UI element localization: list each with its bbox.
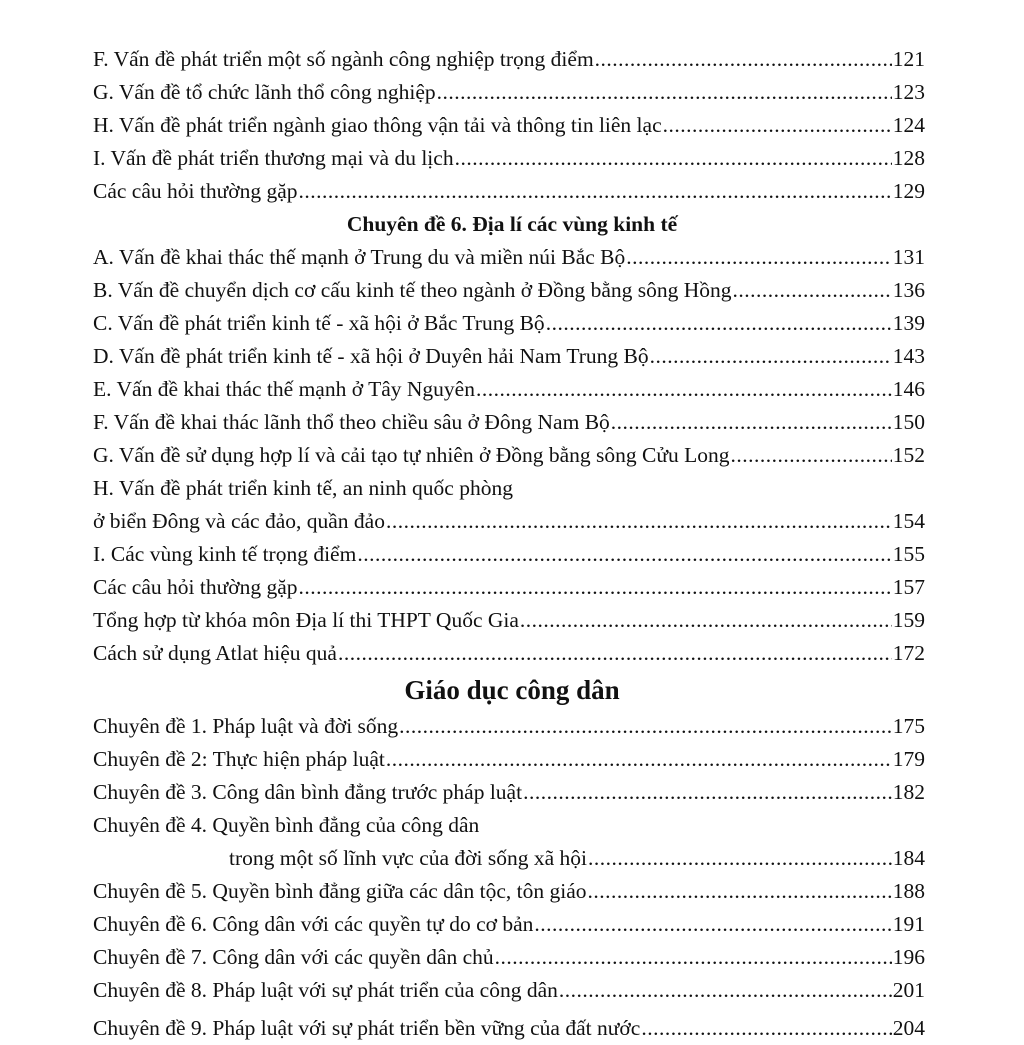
dot-leader xyxy=(338,637,892,670)
toc-entry-page: 201 xyxy=(892,978,925,1002)
toc-entry-page: 184 xyxy=(892,846,925,870)
toc-entry[interactable] xyxy=(93,241,925,274)
toc-entry-title: Chuyên đề 9. Pháp luật với sự phát triển bền vững của đất nước xyxy=(93,1016,641,1040)
toc-entry[interactable] xyxy=(93,373,925,406)
dot-leader xyxy=(731,439,892,472)
toc-entry-page: 196 xyxy=(892,945,925,969)
dot-leader xyxy=(650,340,892,373)
toc-entry-page: 152 xyxy=(892,443,925,467)
dot-leader xyxy=(587,875,891,908)
toc-entry[interactable] xyxy=(93,406,925,439)
toc-entry-title: Chuyên đề 3. Công dân bình đẳng trước pháp luật xyxy=(93,780,523,804)
dot-leader xyxy=(399,710,892,743)
toc-entry-page: 150 xyxy=(892,410,925,434)
toc-entry[interactable] xyxy=(93,439,925,472)
toc-entry-page: 204 xyxy=(892,1016,925,1040)
toc-entry-page: 129 xyxy=(892,179,925,203)
toc-entry[interactable] xyxy=(93,274,925,307)
toc-entry[interactable] xyxy=(93,875,925,908)
toc-entry-page: 128 xyxy=(892,146,925,170)
toc-entry-page: 146 xyxy=(892,377,925,401)
toc-entry-title: C. Vấn đề phát triển kinh tế - xã hội ở Bắc Trung Bộ xyxy=(93,311,545,335)
toc-entry[interactable] xyxy=(93,142,925,175)
toc-entry-page: 188 xyxy=(892,879,925,903)
toc-entry[interactable] xyxy=(93,776,925,809)
dot-leader xyxy=(299,175,892,208)
toc-entry-title: Các câu hỏi thường gặp xyxy=(93,575,298,599)
toc-entry-title: F. Vấn đề phát triển một số ngành công nghiệp trọng điểm xyxy=(93,47,594,71)
toc-entry-title: Chuyên đề 4. Quyền bình đẳng của công dân xyxy=(93,813,480,837)
toc-entry[interactable] xyxy=(93,538,925,571)
toc-entry[interactable] xyxy=(93,743,925,776)
toc-entry-title: B. Vấn đề chuyển dịch cơ cấu kinh tế theo ngành ở Đồng bằng sông Hồng xyxy=(93,278,732,302)
toc-entry[interactable] xyxy=(93,175,925,208)
toc-entry-page: 155 xyxy=(892,542,925,566)
subject-heading: Giáo dục công dân xyxy=(404,675,620,705)
dot-leader xyxy=(455,142,892,175)
toc-entry-wrapped-first-line[interactable] xyxy=(93,809,925,842)
toc-entry-page: 175 xyxy=(892,714,925,738)
toc-entry-page: 154 xyxy=(892,509,925,533)
dot-leader xyxy=(733,274,892,307)
dot-leader xyxy=(641,1012,891,1045)
toc-entry-title: G. Vấn đề sử dụng hợp lí và cải tạo tự nhiên ở Đồng bằng sông Cửu Long xyxy=(93,443,730,467)
toc-entry-title: Cách sử dụng Atlat hiệu quả xyxy=(93,641,337,665)
dot-leader xyxy=(495,941,892,974)
toc-entry-page: 131 xyxy=(892,245,925,269)
toc-entry-page: 143 xyxy=(892,344,925,368)
toc-entry-page: 121 xyxy=(892,47,925,71)
toc-entry-wrapped-first-line[interactable] xyxy=(93,472,925,505)
toc-entry-title: Chuyên đề 6. Công dân với các quyền tự do cơ bản xyxy=(93,912,534,936)
toc-entry[interactable] xyxy=(93,908,925,941)
dot-leader xyxy=(559,974,892,1007)
toc-entry-page: 124 xyxy=(892,113,925,137)
toc-entry-page: 172 xyxy=(892,641,925,665)
toc-entry-title: Chuyên đề 5. Quyền bình đẳng giữa các dân tộc, tôn giáo xyxy=(93,879,587,903)
dot-leader xyxy=(299,571,892,604)
toc-entry-page: 182 xyxy=(892,780,925,804)
dot-leader xyxy=(611,406,892,439)
toc-entry[interactable] xyxy=(93,941,925,974)
toc-entry-title: Các câu hỏi thường gặp xyxy=(93,179,298,203)
toc-entry[interactable] xyxy=(93,604,925,637)
toc-entry[interactable] xyxy=(93,710,925,743)
toc-entry-title: D. Vấn đề phát triển kinh tế - xã hội ở Duyên hải Nam Trung Bộ xyxy=(93,344,649,368)
dot-leader xyxy=(520,604,892,637)
table-of-contents-page xyxy=(93,43,925,1007)
toc-entry-page: 159 xyxy=(892,608,925,632)
dot-leader xyxy=(523,776,892,809)
dot-leader xyxy=(437,76,892,109)
toc-entry[interactable] xyxy=(93,571,925,604)
toc-entry-title: E. Vấn đề khai thác thế mạnh ở Tây Nguyên xyxy=(93,377,475,401)
dot-leader xyxy=(476,373,892,406)
toc-entry[interactable] xyxy=(93,842,925,875)
toc-entry[interactable] xyxy=(93,307,925,340)
toc-entry-page: 191 xyxy=(892,912,925,936)
toc-entry[interactable] xyxy=(93,109,925,142)
toc-entry-title: H. Vấn đề phát triển kinh tế, an ninh quốc phòng xyxy=(93,476,513,500)
dot-leader xyxy=(663,109,892,142)
toc-entry-title-continued: trong một số lĩnh vực của đời sống xã hội xyxy=(229,846,588,870)
dot-leader xyxy=(595,43,892,76)
toc-entry-title: Chuyên đề 7. Công dân với các quyền dân chủ xyxy=(93,945,494,969)
dot-leader xyxy=(357,538,891,571)
toc-entry-title: I. Các vùng kinh tế trọng điểm xyxy=(93,542,357,566)
toc-entry-title: Tổng hợp từ khóa môn Địa lí thi THPT Quốc Gia xyxy=(93,608,519,632)
dot-leader xyxy=(534,908,891,941)
toc-entry-page: 136 xyxy=(892,278,925,302)
toc-entry-title: G. Vấn đề tổ chức lãnh thổ công nghiệp xyxy=(93,80,436,104)
toc-entry-title: H. Vấn đề phát triển ngành giao thông vận tải và thông tin liên lạc xyxy=(93,113,662,137)
toc-group-section6 xyxy=(93,241,925,670)
section-heading: Chuyên đề 6. Địa lí các vùng kinh tế xyxy=(346,212,678,236)
toc-entry-title: Chuyên đề 8. Pháp luật với sự phát triển của công dân xyxy=(93,978,558,1002)
toc-entry-title: F. Vấn đề khai thác lãnh thổ theo chiều sâu ở Đông Nam Bộ xyxy=(93,410,610,434)
toc-entry-title: Chuyên đề 1. Pháp luật và đời sống xyxy=(93,714,399,738)
dot-leader xyxy=(626,241,891,274)
toc-entry[interactable] xyxy=(93,43,925,76)
toc-entry-page: 123 xyxy=(892,80,925,104)
toc-entry-title-continued: ở biển Đông và các đảo, quần đảo xyxy=(93,509,385,533)
toc-entry-cut-off[interactable] xyxy=(93,1012,925,1045)
toc-entry-page: 157 xyxy=(892,575,925,599)
toc-entry[interactable] xyxy=(93,76,925,109)
toc-entry-title: Chuyên đề 2: Thực hiện pháp luật xyxy=(93,747,385,771)
toc-entry[interactable] xyxy=(93,505,925,538)
toc-group-gdcd xyxy=(93,710,925,1007)
toc-entry[interactable] xyxy=(93,974,925,1007)
dot-leader xyxy=(386,743,892,776)
toc-entry-title: A. Vấn đề khai thác thế mạnh ở Trung du và miền núi Bắc Bộ xyxy=(93,245,626,269)
dot-leader xyxy=(588,842,892,875)
toc-entry-page: 179 xyxy=(892,747,925,771)
toc-group-top xyxy=(93,43,925,208)
toc-entry[interactable] xyxy=(93,637,925,670)
toc-entry[interactable] xyxy=(93,340,925,373)
toc-entry-title: I. Vấn đề phát triển thương mại và du lịch xyxy=(93,146,454,170)
dot-leader xyxy=(386,505,892,538)
dot-leader xyxy=(546,307,892,340)
toc-entry-page: 139 xyxy=(892,311,925,335)
